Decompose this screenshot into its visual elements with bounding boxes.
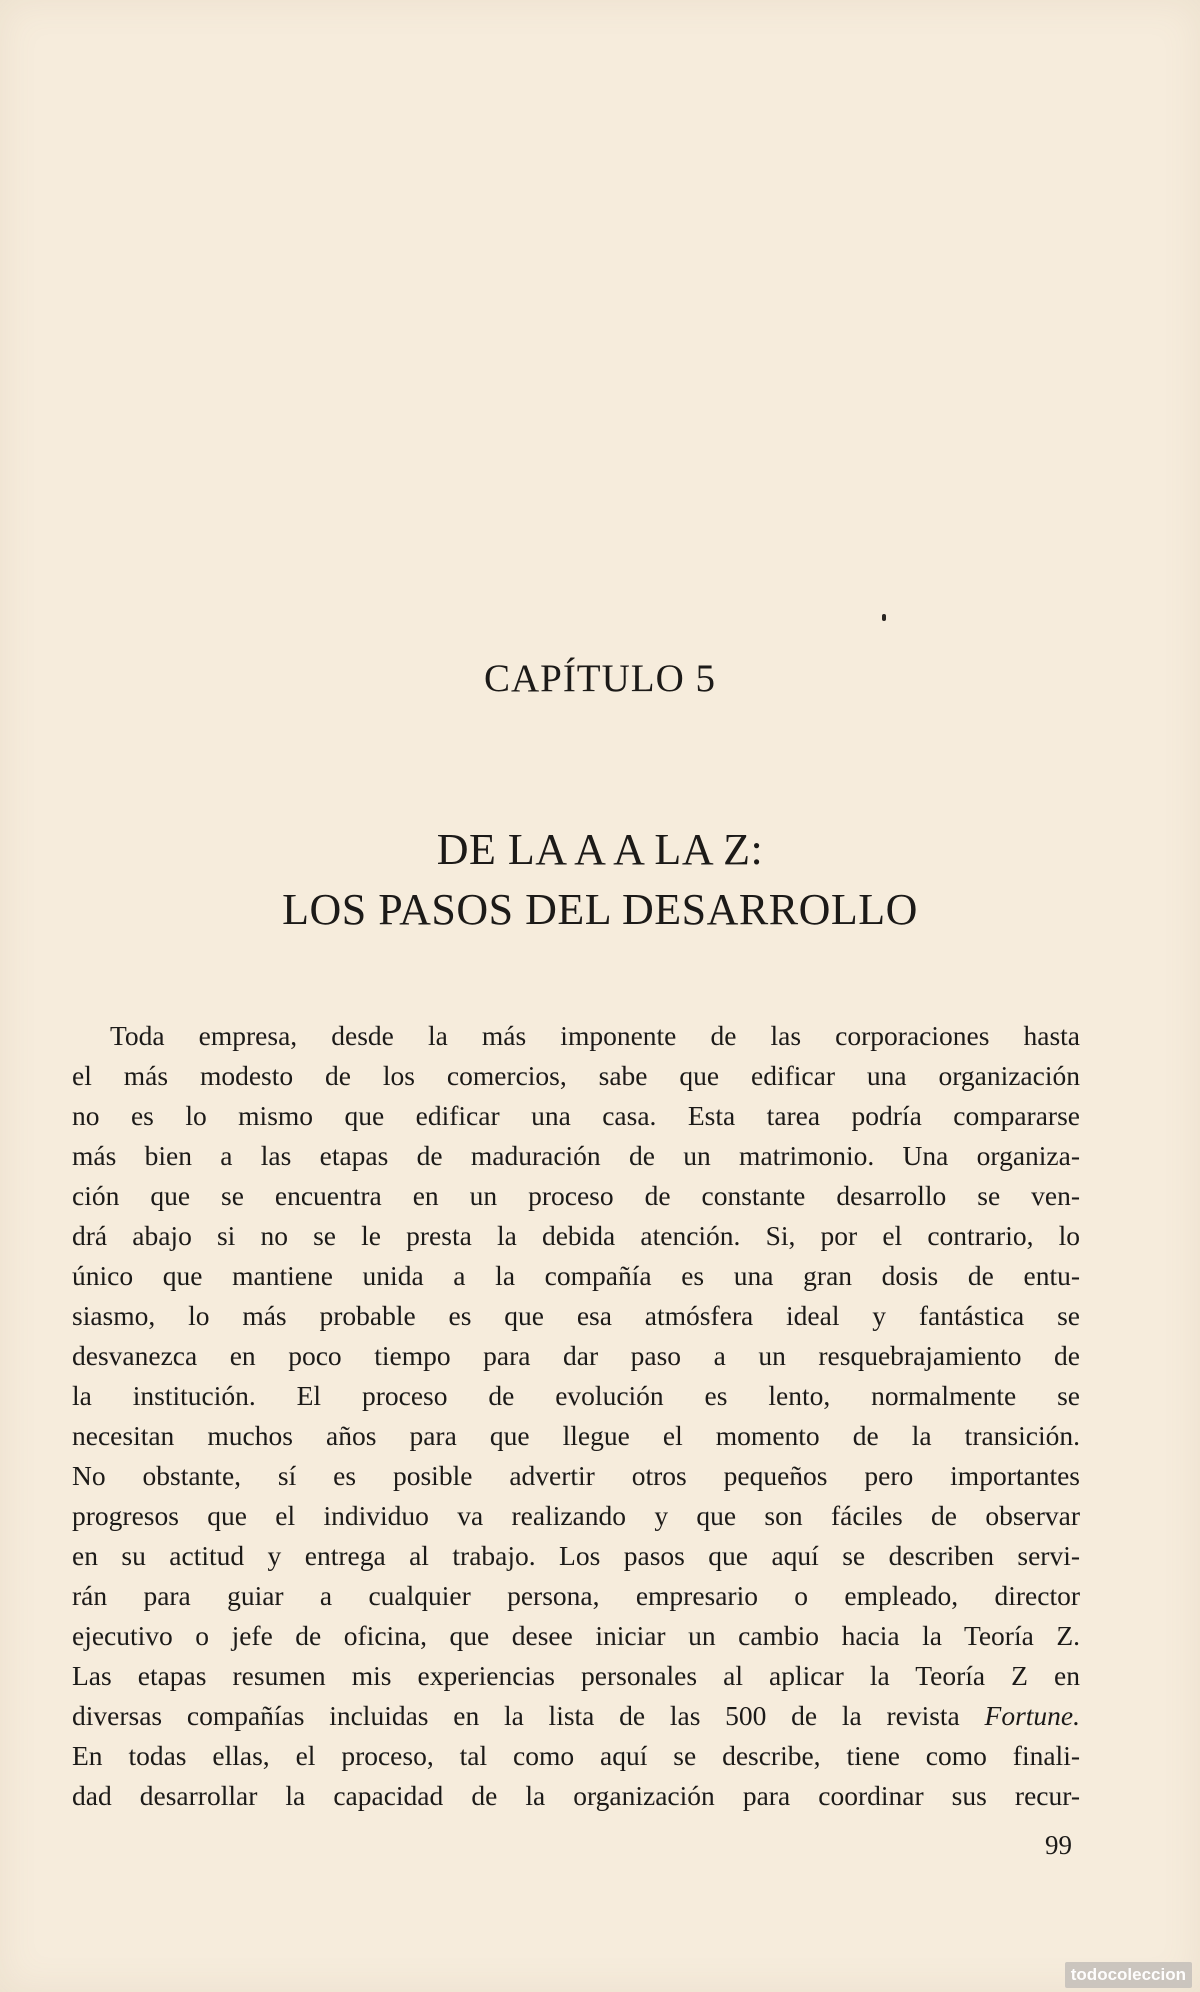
watermark: todocoleccion (1065, 1962, 1192, 1988)
ink-speck (882, 614, 886, 621)
body-line: dad desarrollar la capacidad de la organización para coordinar sus recur- (72, 1780, 1080, 1811)
body-line: necesitan muchos años para que llegue el momento de la transición. (72, 1420, 1080, 1451)
body-line: No obstante, sí es posible advertir otros pequeños pero importantes (72, 1460, 1080, 1491)
body-line: Toda empresa, desde la más imponente de las corporaciones hasta (110, 1020, 1080, 1051)
body-line: el más modesto de los comercios, sabe que edificar una organización (72, 1060, 1080, 1091)
body-line: desvanezca en poco tiempo para dar paso a un resquebrajamiento de (72, 1340, 1080, 1371)
chapter-title-line-1: DE LA A A LA Z: (436, 825, 764, 874)
body-line: la institución. El proceso de evolución es lento, normalmente se (72, 1380, 1080, 1411)
body-line-text: diversas compañías incluidas en la lista de las 500 de la revista (72, 1700, 960, 1731)
body-line: en su actitud y entrega al trabajo. Los pasos que aquí se describen servi- (72, 1540, 1080, 1571)
page-number: 99 (1045, 1830, 1072, 1860)
body-line: Las etapas resumen mis experiencias personales al aplicar la Teoría Z en (72, 1660, 1080, 1691)
body-line: progresos que el individuo va realizando y que son fáciles de observar (72, 1500, 1080, 1531)
body-line: ción que se encuentra en un proceso de constante desarrollo se ven- (72, 1180, 1080, 1211)
chapter-label: CAPÍTULO 5 (483, 657, 717, 700)
body-line: drá abajo si no se le presta la debida atención. Si, por el contrario, lo (72, 1220, 1080, 1251)
body-line: no es lo mismo que edificar una casa. Esta tarea podría compararse (72, 1100, 1080, 1131)
body-line: siasmo, lo más probable es que esa atmósfera ideal y fantástica se (72, 1300, 1080, 1331)
chapter-title (0, 820, 1200, 940)
body-line: ejecutivo o jefe de oficina, que desee iniciar un cambio hacia la Teoría Z. (72, 1620, 1080, 1651)
magazine-title-italic: Fortune. (984, 1700, 1081, 1731)
body-line: más bien a las etapas de maduración de un matrimonio. Una organiza- (72, 1140, 1080, 1171)
body-paragraph (72, 1016, 1080, 1816)
body-line-with-italic (72, 1696, 1080, 1736)
chapter-title-line-2: LOS PASOS DEL DESARROLLO (282, 885, 918, 934)
body-line: rán para guiar a cualquier persona, empresario o empleado, director (72, 1580, 1080, 1611)
body-line: único que mantiene unida a la compañía es una gran dosis de entu- (72, 1260, 1080, 1291)
body-line: En todas ellas, el proceso, tal como aquí se describe, tiene como finali- (72, 1740, 1080, 1771)
